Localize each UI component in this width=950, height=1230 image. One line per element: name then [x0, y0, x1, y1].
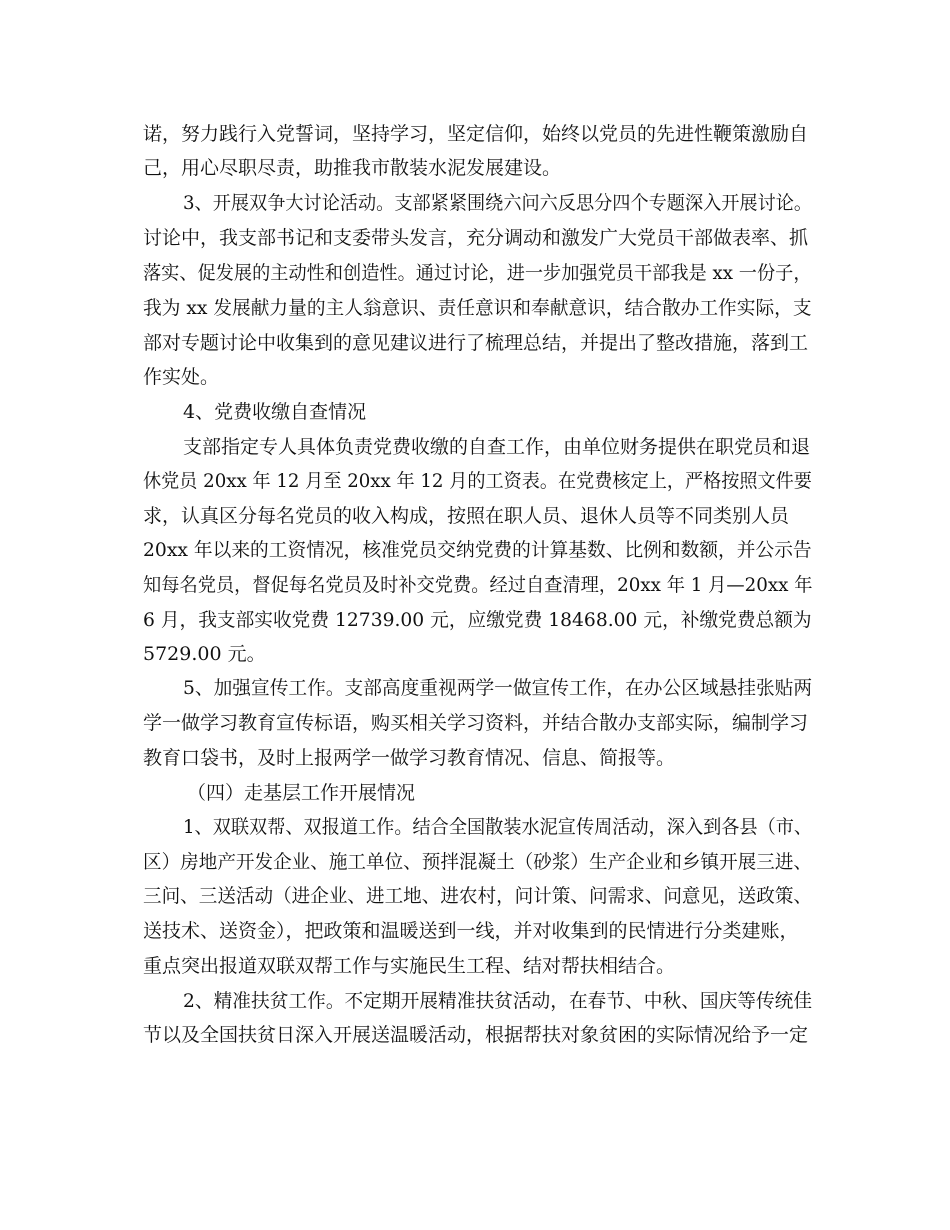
text-line: 6 月，我支部实收党费 12739.00 元，应缴党费 18468.00 元，补缴党费总额为	[143, 609, 812, 631]
text-line: 部对专题讨论中收集到的意见建议进行了梳理总结，并提出了整改措施，落到工	[143, 332, 809, 354]
text-line: 我为 xx 发展献力量的主人翁意识、责任意识和奉献意识，结合散办工作实际，支	[143, 297, 812, 319]
section-heading: 4、党费收缴自查情况	[183, 401, 367, 423]
text-line: 三问、三送活动（进企业、进工地、进农村，问计策、问需求、问意见，送政策、	[143, 885, 813, 907]
text-line: 休党员 20xx 年 12 月至 20xx 年 12 月的工资表。在党费核定上，严格按照文件要	[143, 470, 812, 492]
text-line: 诺，努力践行入党誓词，坚持学习，坚定信仰，始终以党员的先进性鞭策激励自	[143, 123, 809, 145]
text-line: 求，认真区分每名党员的收入构成，按照在职人员、退休人员等不同类别人员	[143, 505, 790, 527]
text-line: 落实、促发展的主动性和创造性。通过讨论，进一步加强党员干部我是 xx 一份子，	[143, 262, 812, 284]
text-line: 己，用心尽职尽责，助推我市散装水泥发展建设。	[143, 157, 562, 179]
text-line: 作实处。	[143, 366, 220, 388]
text-line: 节以及全国扶贫日深入开展送温暖活动，根据帮扶对象贫困的实际情况给予一定	[143, 1024, 809, 1046]
text-line: 教育口袋书，及时上报两学一做学习教育情况、信息、简报等。	[143, 747, 676, 769]
text-line: 5、加强宣传工作。支部高度重视两学一做宣传工作，在办公区域悬挂张贴两	[183, 677, 813, 699]
text-line: 区）房地产开发企业、施工单位、预拌混凝土（砂浆）生产企业和乡镇开展三进、	[143, 851, 813, 873]
text-line: 2、精准扶贫工作。不定期开展精准扶贫活动，在春节、中秋、国庆等传统佳	[183, 990, 813, 1012]
text-line: 学一做学习教育宣传标语，购买相关学习资料，并结合散办支部实际，编制学习	[143, 712, 809, 734]
text-line: 3、开展双争大讨论活动。支部紧紧围绕六问六反思分四个专题深入开展讨论。	[183, 192, 813, 214]
text-line: 5729.00 元。	[143, 643, 266, 665]
text-line: 重点突出报道双联双帮工作与实施民生工程、结对帮扶相结合。	[143, 955, 676, 977]
text-line: 1、双联双帮、双报道工作。结合全国散装水泥宣传周活动，深入到各县（市、	[183, 816, 813, 838]
text-line: 讨论中，我支部书记和支委带头发言，充分调动和激发广大党员干部做表率、抓	[143, 227, 809, 249]
text-line: 20xx 年以来的工资情况，核准党员交纳党费的计算基数、比例和数额，并公示告	[143, 539, 812, 561]
text-line: 支部指定专人具体负责党费收缴的自查工作，由单位财务提供在职党员和退	[183, 436, 811, 458]
section-heading: （四）走基层工作开展情况	[187, 782, 416, 804]
text-line: 送技术、送资金），把政策和温暖送到一线，并对收集到的民情进行分类建账，	[143, 920, 799, 942]
text-line: 知每名党员，督促每名党员及时补交党费。经过自查清理，20xx 年 1 月—20xx 年	[143, 574, 813, 596]
